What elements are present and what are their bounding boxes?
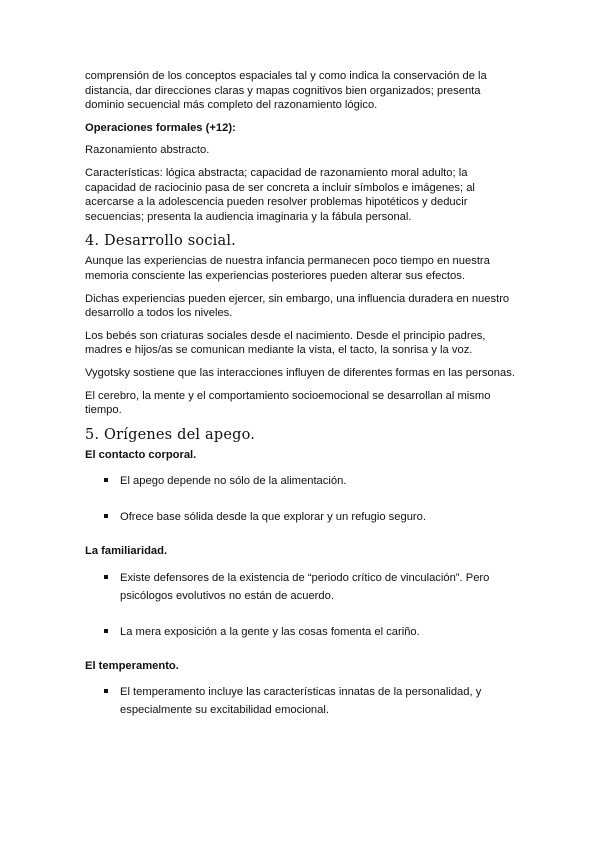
bullet-list [85,683,517,719]
list-item [85,569,517,605]
intro-paragraph: comprensión de los conceptos espaciales tal y como indica la conservación de la distancia, dar direcciones claras y mapas cognitivos bien organizados; presenta dominio secuencial más completo del razonamiento lógico. [85,70,487,112]
list-item-text: Ofrece base sólida desde la que explorar y un refugio seguro. [120,511,426,524]
subsection-heading-familiaridad: La familiaridad. [85,545,168,558]
section-5-title: 5. Orígenes del apego. [85,426,256,443]
bullet-list [85,472,517,526]
paragraph: Dichas experiencias pueden ejercer, sin embargo, una influencia duradera en nuestro desarrollo a todos los niveles. [85,292,510,320]
formal-operations-characteristics: Características: lógica abstracta; capacidad de razonamiento moral adulto; la capacidad de raciocinio pasa de ser concreta a incluir símbolos e imágenes; al acercarse a la adolescencia pueden resolver problemas hipotéticos y deducir secuencias; presenta la audiencia imaginaria y la fábula personal. [85,166,475,223]
square-bullet-icon [104,514,108,518]
square-bullet-icon [104,689,108,693]
paragraph: Vygotsky sostiene que las interacciones influyen de diferentes formas en las personas. [85,366,515,379]
formal-operations-text: Razonamiento abstracto. [85,144,210,157]
square-bullet-icon [104,478,108,482]
square-bullet-icon [104,629,108,633]
list-item-text: La mera exposición a la gente y las cosas fomenta el cariño. [120,625,420,638]
page-content [85,69,517,737]
list-item [85,683,517,719]
square-bullet-icon [104,575,108,579]
paragraph: El cerebro, la mente y el comportamiento socioemocional se desarrollan al mismo tiempo. [85,389,491,417]
subsection-heading-temperamento: El temperamento. [85,659,179,672]
bullet-list [85,569,517,641]
list-item [85,508,517,526]
list-item-text: El apego depende no sólo de la alimentación. [120,475,347,488]
list-item [85,472,517,490]
formal-operations-heading: Operaciones formales (+12): [85,121,236,134]
list-item [85,623,517,641]
list-item-text: Existe defensores de la existencia de “periodo crítico de vinculación”. Pero psicólogos evolutivos no están de acuerdo. [120,571,490,602]
subsection-heading-contacto: El contacto corporal. [85,448,197,461]
list-item-text: El temperamento incluye las características innatas de la personalidad, y especialmente su excitabilidad emocional. [120,686,482,717]
paragraph: Los bebés son criaturas sociales desde el nacimiento. Desde el principio padres, madres e hijos/as se comunican mediante la vista, el tacto, la sonrisa y la voz. [85,329,486,357]
section-4-title: 4. Desarrollo social. [85,233,236,250]
paragraph: Aunque las experiencias de nuestra infancia permanecen poco tiempo en nuestra memoria consciente las experiencias posteriores pueden alterar sus efectos. [85,255,490,282]
